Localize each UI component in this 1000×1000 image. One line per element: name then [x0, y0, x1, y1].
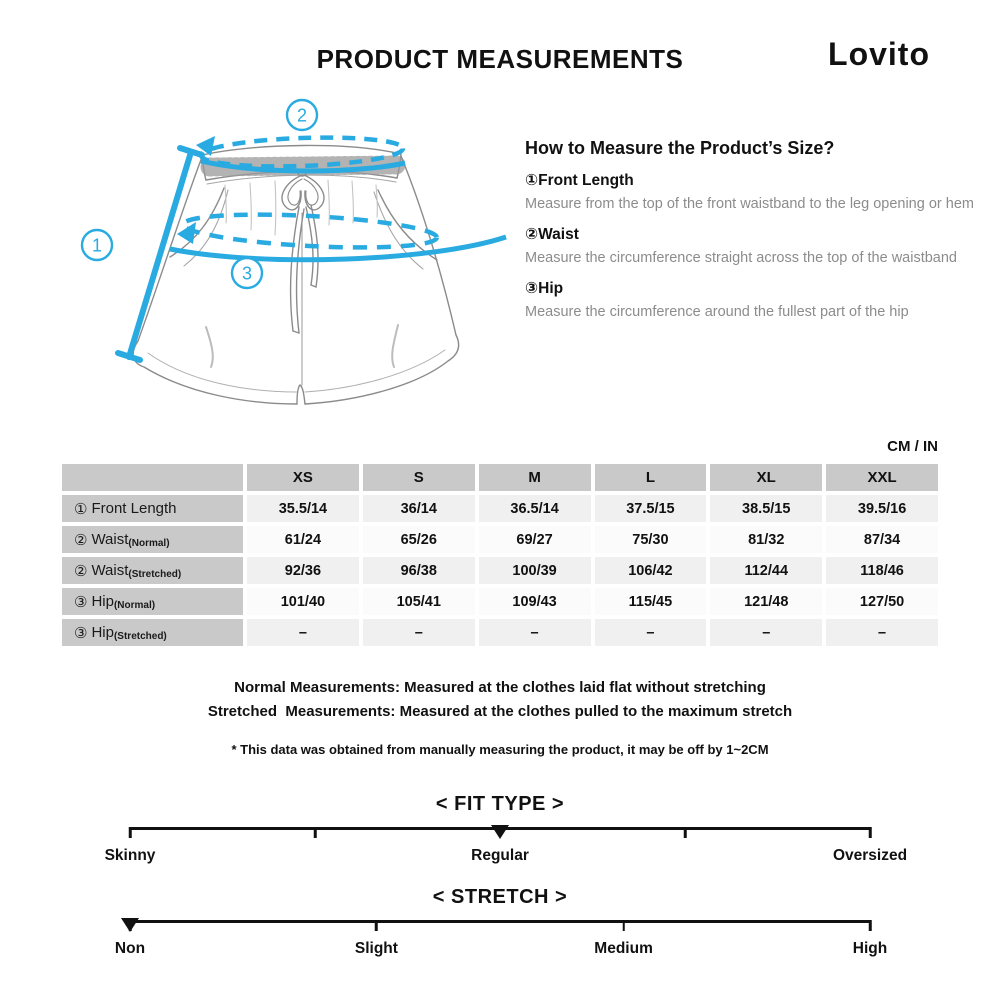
stretch-marker-icon [121, 918, 139, 932]
stretch-line [130, 920, 870, 923]
units-label: CM / IN [887, 438, 938, 455]
fit-type-scale [0, 793, 1000, 869]
table-row-label [62, 557, 243, 584]
table-value-cell: 61/24 [247, 526, 359, 553]
table-value-cell: 87/34 [826, 526, 938, 553]
table-value-cell: 81/32 [710, 526, 822, 553]
row-label-text: Hip [91, 624, 114, 641]
how-to-measure-heading: How to Measure the Product’s Size? [525, 138, 835, 158]
stretch-title: < STRETCH > [432, 886, 568, 908]
stretch-scale [0, 886, 1000, 962]
table-value-cell: 39.5/16 [826, 495, 938, 522]
table-column-header-m: M [479, 464, 591, 491]
row-label-text: Front Length [91, 500, 177, 517]
fit-type-label-skinny: Skinny [104, 847, 156, 864]
stretch-label-high: High [852, 940, 888, 957]
table-value-cell: 121/48 [710, 588, 822, 615]
table-value-cell: 65/26 [363, 526, 475, 553]
table-value-cell: 96/38 [363, 557, 475, 584]
table-value-cell: – [479, 619, 591, 646]
table-column-header-xl: XL [710, 464, 822, 491]
fit-type-bar [130, 827, 870, 840]
measure-item-desc-1: Measure from the top of the front waistband to the leg opening or hem [525, 196, 974, 212]
row-label-text: Hip [91, 593, 114, 610]
row-label-subtext: (Stretched) [113, 631, 167, 642]
table-row-label [62, 526, 243, 553]
measure-item-title-2: ②Waist [525, 226, 579, 243]
stretch-label-non: Non [114, 940, 146, 957]
notes-section [0, 676, 1000, 757]
row-label-subtext: (Normal) [128, 538, 170, 549]
table-value-cell: 118/46 [826, 557, 938, 584]
table-value-cell: 69/27 [479, 526, 591, 553]
fit-type-marker-icon [491, 825, 509, 839]
table-value-cell: 100/39 [479, 557, 591, 584]
fit-type-tick [314, 827, 317, 838]
table-value-cell: 36.5/14 [479, 495, 591, 522]
table-column-header-s: S [363, 464, 475, 491]
fit-type-tick [129, 827, 132, 838]
stretch-tick [375, 920, 378, 931]
table-value-cell: – [595, 619, 707, 646]
table-corner-cell [62, 464, 243, 491]
stretch-label-medium: Medium [594, 940, 653, 957]
table-value-cell: 106/42 [595, 557, 707, 584]
table-value-cell: 75/30 [595, 526, 707, 553]
table-value-cell: – [363, 619, 475, 646]
table-column-header-l: L [595, 464, 707, 491]
note-disclaimer: * This data was obtained from manually measuring the product, it may be off by 1~2CM [231, 742, 769, 757]
annotation-number-2: 2 [296, 105, 308, 126]
hip-arrowhead-icon [177, 222, 196, 244]
table-value-cell: 35.5/14 [247, 495, 359, 522]
size-table [62, 464, 938, 646]
table-row-label [62, 619, 243, 646]
fit-type-labels [104, 847, 908, 869]
row-label-text: Waist [91, 562, 129, 579]
annotation-number-3: 3 [241, 263, 253, 284]
stretch-label-slight: Slight [354, 940, 398, 957]
measure-item-desc-3: Measure the circumference around the fullest part of the hip [525, 304, 909, 320]
circled-number-icon: ② [74, 531, 88, 549]
circled-number-icon: ② [74, 562, 88, 580]
measure-item-desc-2: Measure the circumference straight across the top of the waistband [525, 250, 957, 266]
table-value-cell: – [710, 619, 822, 646]
table-row-label [62, 588, 243, 615]
fit-type-title: < FIT TYPE > [435, 793, 565, 815]
stretch-labels [114, 940, 888, 962]
row-label-text: Waist [91, 531, 129, 548]
how-to-measure-list [525, 171, 985, 324]
brand-logo: Lovito [828, 36, 930, 72]
table-value-cell: 109/43 [479, 588, 591, 615]
annotation-number-1: 1 [91, 235, 103, 256]
stretch-tick [869, 920, 872, 931]
table-value-cell: 112/44 [710, 557, 822, 584]
fit-type-tick [869, 827, 872, 838]
stretch-bar [130, 920, 870, 933]
table-value-cell: 115/45 [595, 588, 707, 615]
table-value-cell: 38.5/15 [710, 495, 822, 522]
how-to-measure-section [525, 138, 985, 324]
fit-type-tick [684, 827, 687, 838]
table-value-cell: 101/40 [247, 588, 359, 615]
circled-number-icon: ① [74, 500, 88, 518]
shorts-diagram [60, 95, 520, 425]
fit-type-label-regular: Regular [471, 847, 529, 864]
circled-number-icon: ③ [74, 593, 88, 611]
measure-item-title-1: ①Front Length [525, 172, 634, 189]
table-value-cell: 92/36 [247, 557, 359, 584]
table-column-header-xxl: XXL [826, 464, 938, 491]
table-value-cell: 105/41 [363, 588, 475, 615]
stretch-tick [622, 920, 625, 931]
table-value-cell: 37.5/15 [595, 495, 707, 522]
circled-number-icon: ③ [74, 624, 88, 642]
table-value-cell: – [247, 619, 359, 646]
row-label-subtext: (Stretched) [128, 569, 182, 580]
row-label-subtext: (Normal) [113, 600, 156, 611]
note-normal: Normal Measurements: Measured at the clothes laid flat without stretching [234, 679, 766, 696]
page-title: PRODUCT MEASUREMENTS [316, 44, 684, 74]
fit-type-label-oversized: Oversized [832, 847, 908, 864]
table-value-cell: – [826, 619, 938, 646]
note-stretched: Stretched Measurements: Measured at the clothes pulled to the maximum stretch [207, 703, 793, 720]
table-row-label [62, 495, 243, 522]
table-value-cell: 36/14 [363, 495, 475, 522]
measure-item-title-3: ③Hip [525, 280, 564, 297]
table-column-header-xs: XS [247, 464, 359, 491]
table-value-cell: 127/50 [826, 588, 938, 615]
